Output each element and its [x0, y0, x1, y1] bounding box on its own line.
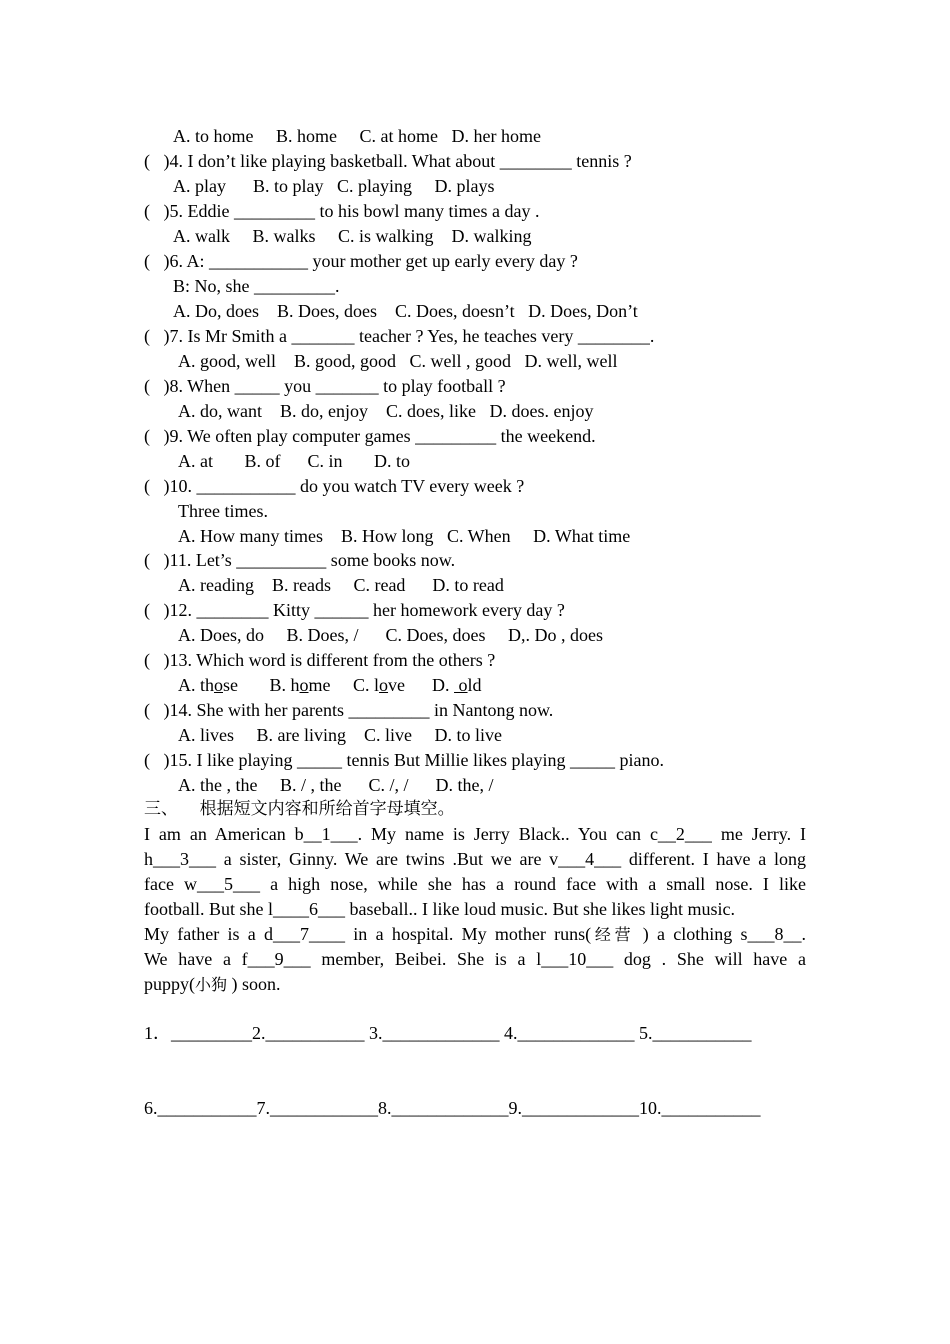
q7-stem: ( )7. Is Mr Smith a _______ teacher ? Yes, he teaches very ________. — [144, 326, 655, 346]
q15-options: A. the , the B. / , the C. /, / D. the, / — [178, 775, 494, 795]
q11-options: A. reading B. reads C. read D. to read — [178, 575, 504, 595]
passage-line-7: puppy(小狗 ) soon. — [144, 974, 281, 994]
q12-options: A. Does, do B. Does, / C. Does, does D,. Do , does — [178, 625, 603, 645]
passage-line-1: I am an American b__1___. My name is Jerry Black.. You can c__2___ me Jerry. I — [144, 824, 806, 844]
passage-line-6: We have a f___9___ member, Beibei. She is a l___10___ dog . She will have a — [144, 949, 806, 969]
q13-option-c: C. love — [353, 675, 406, 695]
section3-passage — [144, 822, 806, 997]
q6-stem: ( )6. A: ___________ your mother get up early every day ? — [144, 251, 578, 271]
answer-blanks-row-2: 6.___________7.____________8._____________9._____________10.___________ — [144, 1098, 761, 1118]
passage-line-5: My father is a d___7____ in a hospital. My mother runs(经营 ) a clothing s___8__. — [144, 924, 806, 944]
q7-options: A. good, well B. good, good C. well , good D. well, well — [178, 351, 618, 371]
q8-options: A. do, want B. do, enjoy C. does, like D. does. enjoy — [178, 401, 594, 421]
passage-line-4: football. But she l____6___ baseball.. I like loud music. But she likes light music. — [144, 899, 735, 919]
q13-option-a: A. those — [178, 675, 238, 695]
q5-stem: ( )5. Eddie _________ to his bowl many times a day . — [144, 201, 540, 221]
passage-line-3: face w___5___ a high nose, while she has a round face with a small nose. I like — [144, 874, 806, 894]
q5-options: A. walk B. walks C. is walking D. walking — [173, 226, 532, 246]
q13-option-d: D. old — [432, 675, 482, 695]
q8-stem: ( )8. When _____ you _______ to play football ? — [144, 376, 506, 396]
q14-options: A. lives B. are living C. live D. to live — [178, 725, 502, 745]
section3-heading: 三、 根据短文内容和所给首字母填空。 — [144, 799, 455, 819]
passage-line-2: h___3___ a sister, Ginny. We are twins .But we are v___4___ different. I have a long — [144, 849, 806, 869]
q9-options: A. at B. of C. in D. to — [178, 451, 410, 471]
q11-stem: ( )11. Let’s __________ some books now. — [144, 550, 456, 570]
q10-answer-line: Three times. — [178, 501, 268, 521]
q13-stem: ( )13. Which word is different from the others ? — [144, 650, 496, 670]
q4-stem: ( )4. I don’t like playing basketball. What about ________ tennis ? — [144, 151, 632, 171]
q10-options: A. How many times B. How long C. When D. What time — [178, 526, 631, 546]
q4-options: A. play B. to play C. playing D. plays — [173, 176, 495, 196]
q6-options: A. Do, does B. Does, does C. Does, doesn’t D. Does, Don’t — [173, 301, 638, 321]
q12-stem: ( )12. ________ Kitty ______ her homework every day ? — [144, 600, 565, 620]
q9-stem: ( )9. We often play computer games _________ the weekend. — [144, 426, 596, 446]
q13-option-b: B. home — [269, 675, 331, 695]
q10-stem: ( )10. ___________ do you watch TV every week ? — [144, 476, 525, 496]
q13-options — [178, 673, 482, 698]
q14-stem: ( )14. She with her parents _________ in Nantong now. — [144, 700, 554, 720]
q6-dialogue-b: B: No, she _________. — [173, 276, 340, 296]
answer-blanks-row-1: 1．_________2.___________ 3._____________ 4._____________ 5.___________ — [144, 1023, 752, 1043]
q15-stem: ( )15. I like playing _____ tennis But Millie likes playing _____ piano. — [144, 750, 664, 770]
q3-options: A. to home B. home C. at home D. her home — [173, 126, 541, 146]
